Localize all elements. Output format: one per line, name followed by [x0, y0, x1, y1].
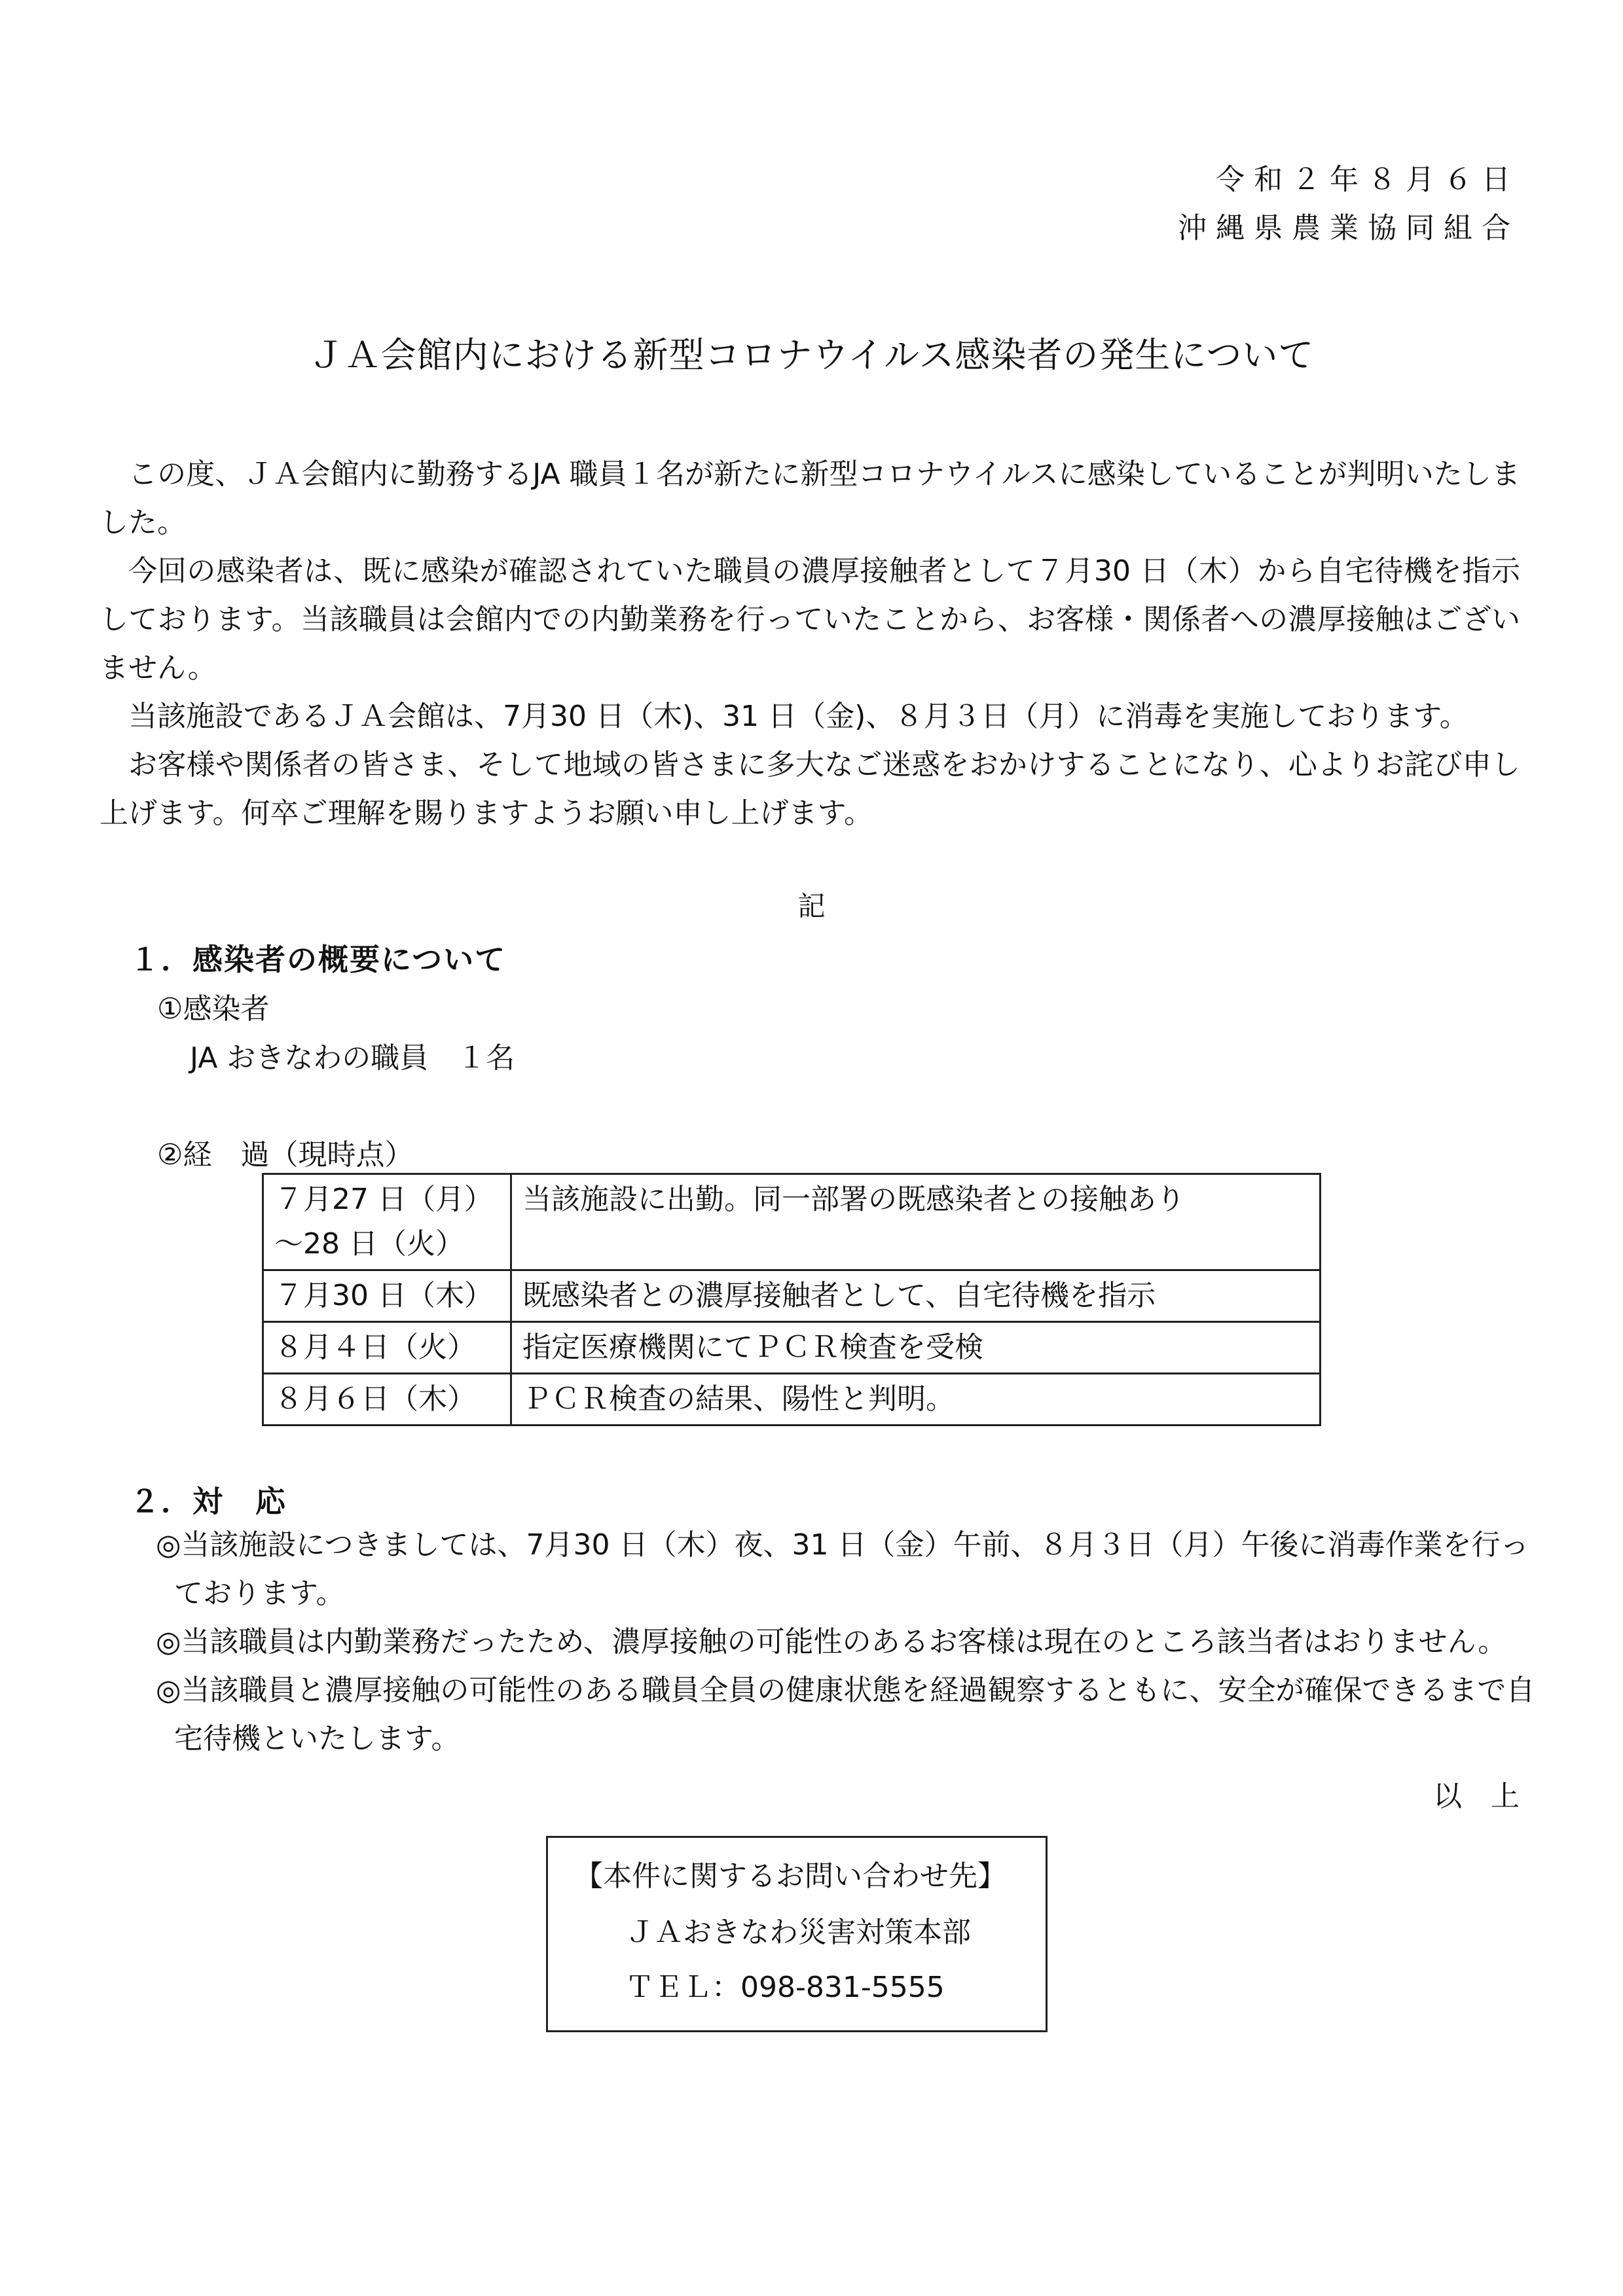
progress-label: ②経 過（現時点）	[157, 1138, 414, 1172]
infected-value: JA おきなわの職員 １名	[190, 1041, 515, 1075]
contact-tel: ＴＥＬ：098-831-5555	[625, 1971, 945, 2004]
timeline-date: ８月４日（火）	[263, 1322, 511, 1374]
timeline-event: 指定医療機関にてＰＣＲ検査を受検	[511, 1322, 1321, 1374]
timeline-date: ７月27 日（月） ～28 日（火）	[263, 1174, 511, 1270]
table-row	[263, 1174, 1321, 1270]
issuing-organization: 沖縄県農業協同組合	[1178, 211, 1520, 245]
timeline-event: 既感染者との濃厚接触者として、自宅待機を指示	[511, 1270, 1321, 1322]
timeline-event: 当該施設に出勤。同一部署の既感染者との接触あり	[511, 1174, 1321, 1270]
timeline-date: ８月６日（木）	[263, 1374, 511, 1426]
closing-mark: 以 上	[1433, 1780, 1520, 1813]
contact-heading: 【本件に関するお問い合わせ先】	[574, 1859, 1006, 1893]
response-item: ◎当該職員と濃厚接触の可能性のある職員全員の健康状態を経過観察するともに、安全が確保できるまで自宅待機といたします。	[156, 1674, 1535, 1755]
table-row	[263, 1322, 1321, 1374]
timeline-event: ＰＣＲ検査の結果、陽性と判明。	[511, 1374, 1321, 1426]
contact-department: ＪＡおきなわ災害対策本部	[625, 1916, 971, 1949]
timeline-date: ７月30 日（木）	[263, 1270, 511, 1322]
section1-heading: １．感染者の概要について	[130, 942, 507, 977]
body-paragraph-3: 当該施設であるＪＡ会館は、7月30 日（木)、31 日（金)、８月３日（月）に消毒を実施しております。	[128, 700, 1468, 733]
document-date: 令和２年８月６日	[1216, 163, 1520, 196]
body-paragraph-4: お客様や関係者の皆さま、そして地域の皆さまに多大なご迷惑をおかけすることになり、心よりお詫び申し上げます。何卒ご理解を賜りますようお願い申し上げます。	[100, 748, 1520, 830]
infected-label: ①感染者	[157, 992, 270, 1026]
document-title: ＪＡ会館内における新型コロナウイルス感染者の発生について	[308, 334, 1315, 376]
table-row	[263, 1270, 1321, 1322]
response-item: ◎当該施設につきましては、7月30 日（木）夜、31 日（金）午前、８月３日（月）午後に消毒作業を行っております。	[156, 1528, 1529, 1610]
response-item: ◎当該職員は内勤業務だったため、濃厚接触の可能性のあるお客様は現在のところ該当者はおりません。	[156, 1625, 1507, 1659]
body-paragraph-2: 今回の感染者は、既に感染が確認されていた職員の濃厚接触者として７月30 日（木）から自宅待機を指示しております。当該職員は会館内での内勤業務を行っていたことから、お客様・関係者への濃厚接触はございません。	[100, 554, 1520, 685]
section2-heading: ２．対 応	[130, 1484, 287, 1519]
progress-table	[262, 1173, 1321, 1426]
ki-marker: 記	[797, 890, 826, 922]
body-paragraph-1: この度、ＪＡ会館内に勤務するJA 職員１名が新たに新型コロナウイルスに感染していることが判明いたしました。	[100, 457, 1520, 539]
contact-box	[546, 1836, 1048, 2032]
response-list	[156, 1521, 1557, 1763]
table-row	[263, 1374, 1321, 1426]
